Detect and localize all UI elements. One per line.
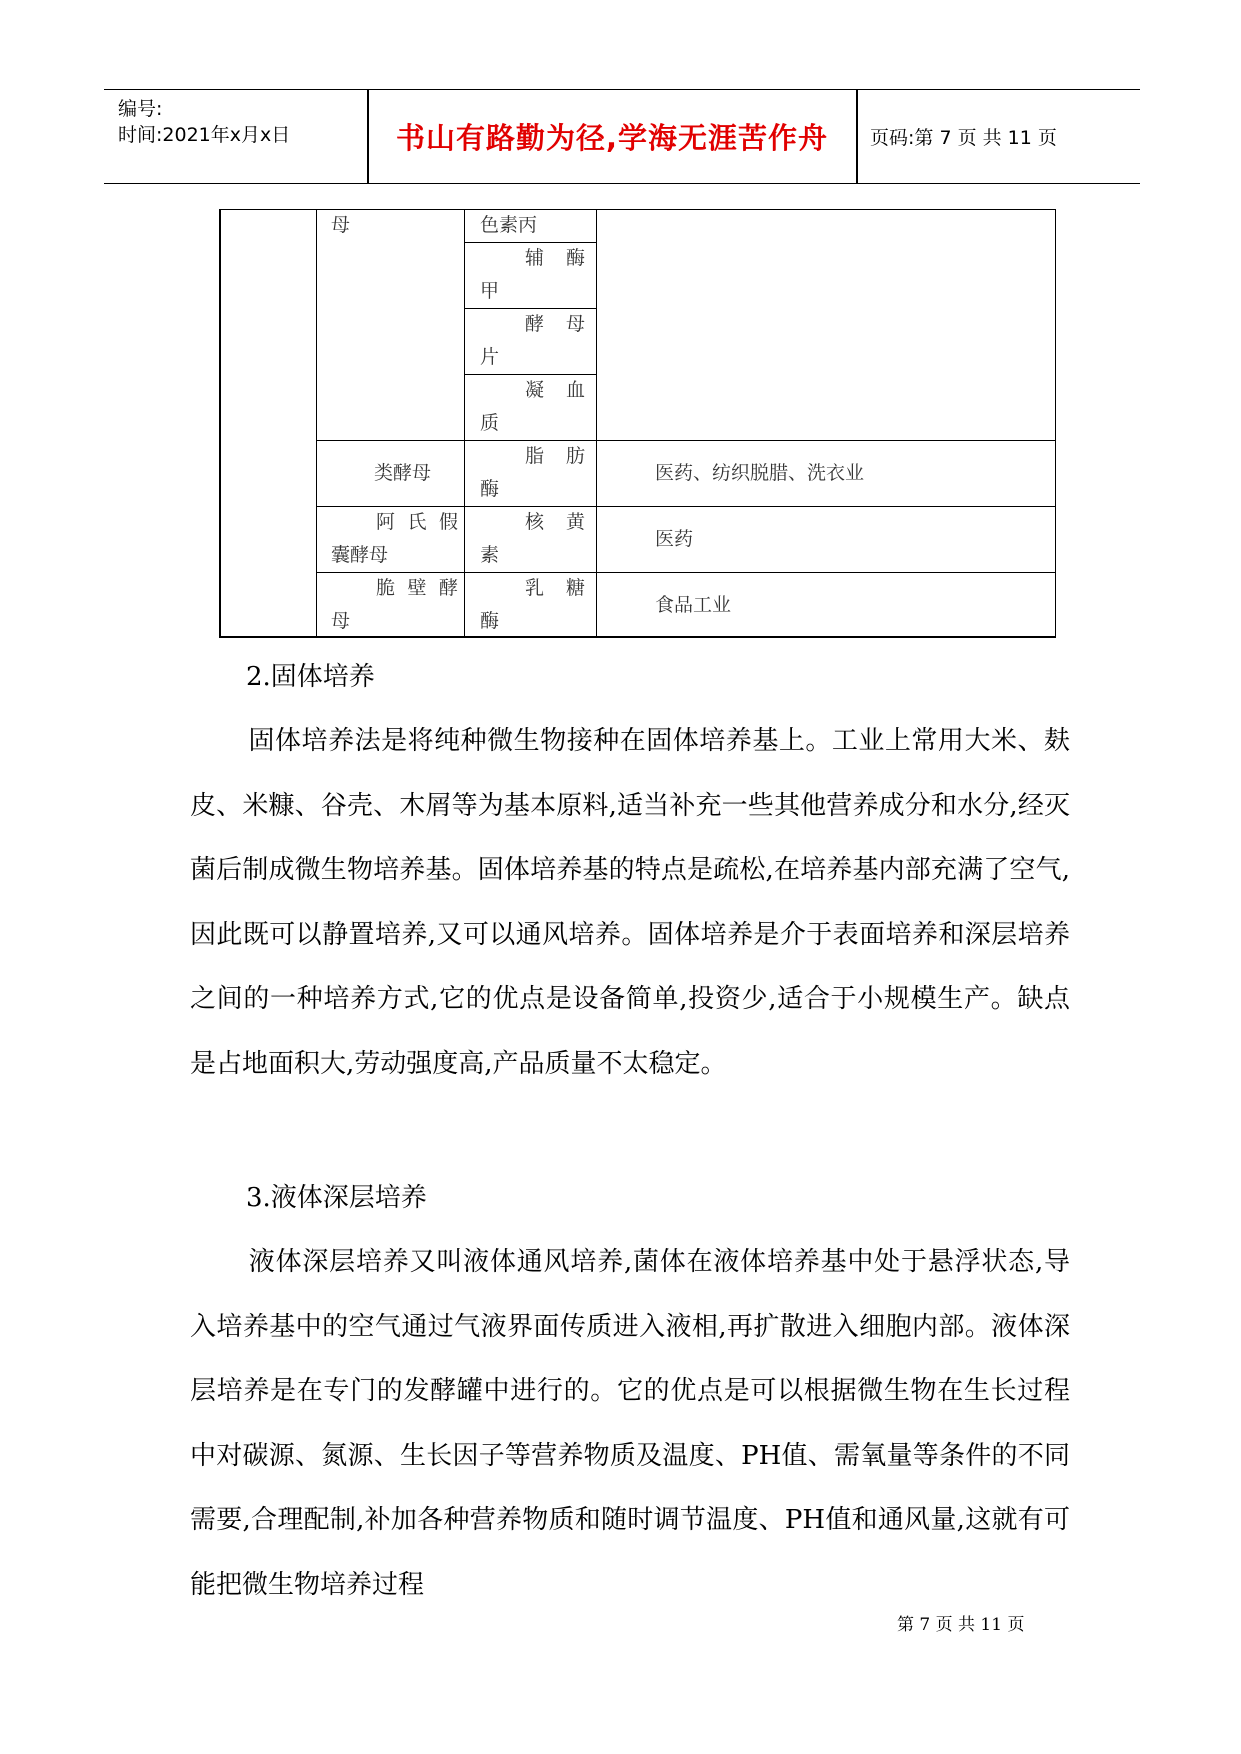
table-cell-product: 酵 母 片 [480, 313, 585, 368]
section-paragraph: 固体培养法是将纯种微生物接种在固体培养基上。工业上常用大米、麸皮、米糠、谷壳、木屑等为基本原料,适当补充一些其他营养成分和水分,经灭菌后制成微生物培养基。固体培养基的特点是疏松,在培养基内部充满了空气,因此既可以静置培养,又可以通风培养。固体培养是介于表面培养和深层培养之间的一种培养方式,它的优点是设备简单,投资少,适合于小规模生产。缺点是占地面积大,劳动强度高,产品质量不太稳定。 [190, 726, 1070, 1079]
table-cell-product: 色素丙 [480, 214, 538, 236]
header-meta [104, 90, 367, 183]
section-heading: 3.液体深层培养 [246, 1183, 427, 1213]
table-cell-name: 脆 壁 酵 母 [331, 577, 458, 632]
table-cell-product: 乳 糖 酶 [480, 577, 585, 632]
table-cell-product: 脂 肪 酶 [480, 445, 585, 500]
document-number-label: 编号: [118, 98, 163, 120]
table-cell-use: 医药 [655, 528, 694, 550]
table-cell-product: 辅 酶 甲 [480, 247, 585, 302]
header-motto: 书山有路勤为径,学海无涯苦作舟 [395, 121, 829, 155]
page-header [104, 89, 1140, 184]
yeast-products-table [219, 209, 1056, 637]
table-cell-product: 核 黄 素 [480, 511, 585, 566]
section-paragraph: 液体深层培养又叫液体通风培养,菌体在液体培养基中处于悬浮状态,导入培养基中的空气通过气液界面传质进入液相,再扩散进入细胞内部。液体深层培养是在专门的发酵罐中进行的。它的优点是可以根据微生物在生长过程中对碳源、氮源、生长因子等营养物质及温度、PH值、需氧量等条件的不同需要,合理配制,补加各种营养物质和随时调节温度、PH值和通风量,这就有可能把微生物培养过程 [190, 1247, 1070, 1600]
table-cell-name: 类酵母 [374, 462, 432, 484]
table-border [219, 209, 221, 637]
table-cell-use: 医药、纺织脱腊、洗衣业 [655, 462, 865, 484]
table-cell-product: 凝 血 质 [480, 379, 585, 434]
header-divider [856, 90, 858, 183]
table-border [316, 440, 1056, 441]
table-cell-use: 食品工业 [655, 594, 732, 616]
header-page-info: 页码:第 7 页 共 11 页 [870, 127, 1057, 149]
document-time-label: 时间:2021年x月x日 [118, 124, 291, 146]
page-footer: 第 7 页 共 11 页 [897, 1615, 1025, 1635]
section-heading: 2.固体培养 [246, 662, 375, 692]
table-cell-name: 母 [331, 214, 351, 236]
table-cell-name: 阿 氏 假 囊酵母 [331, 511, 458, 566]
